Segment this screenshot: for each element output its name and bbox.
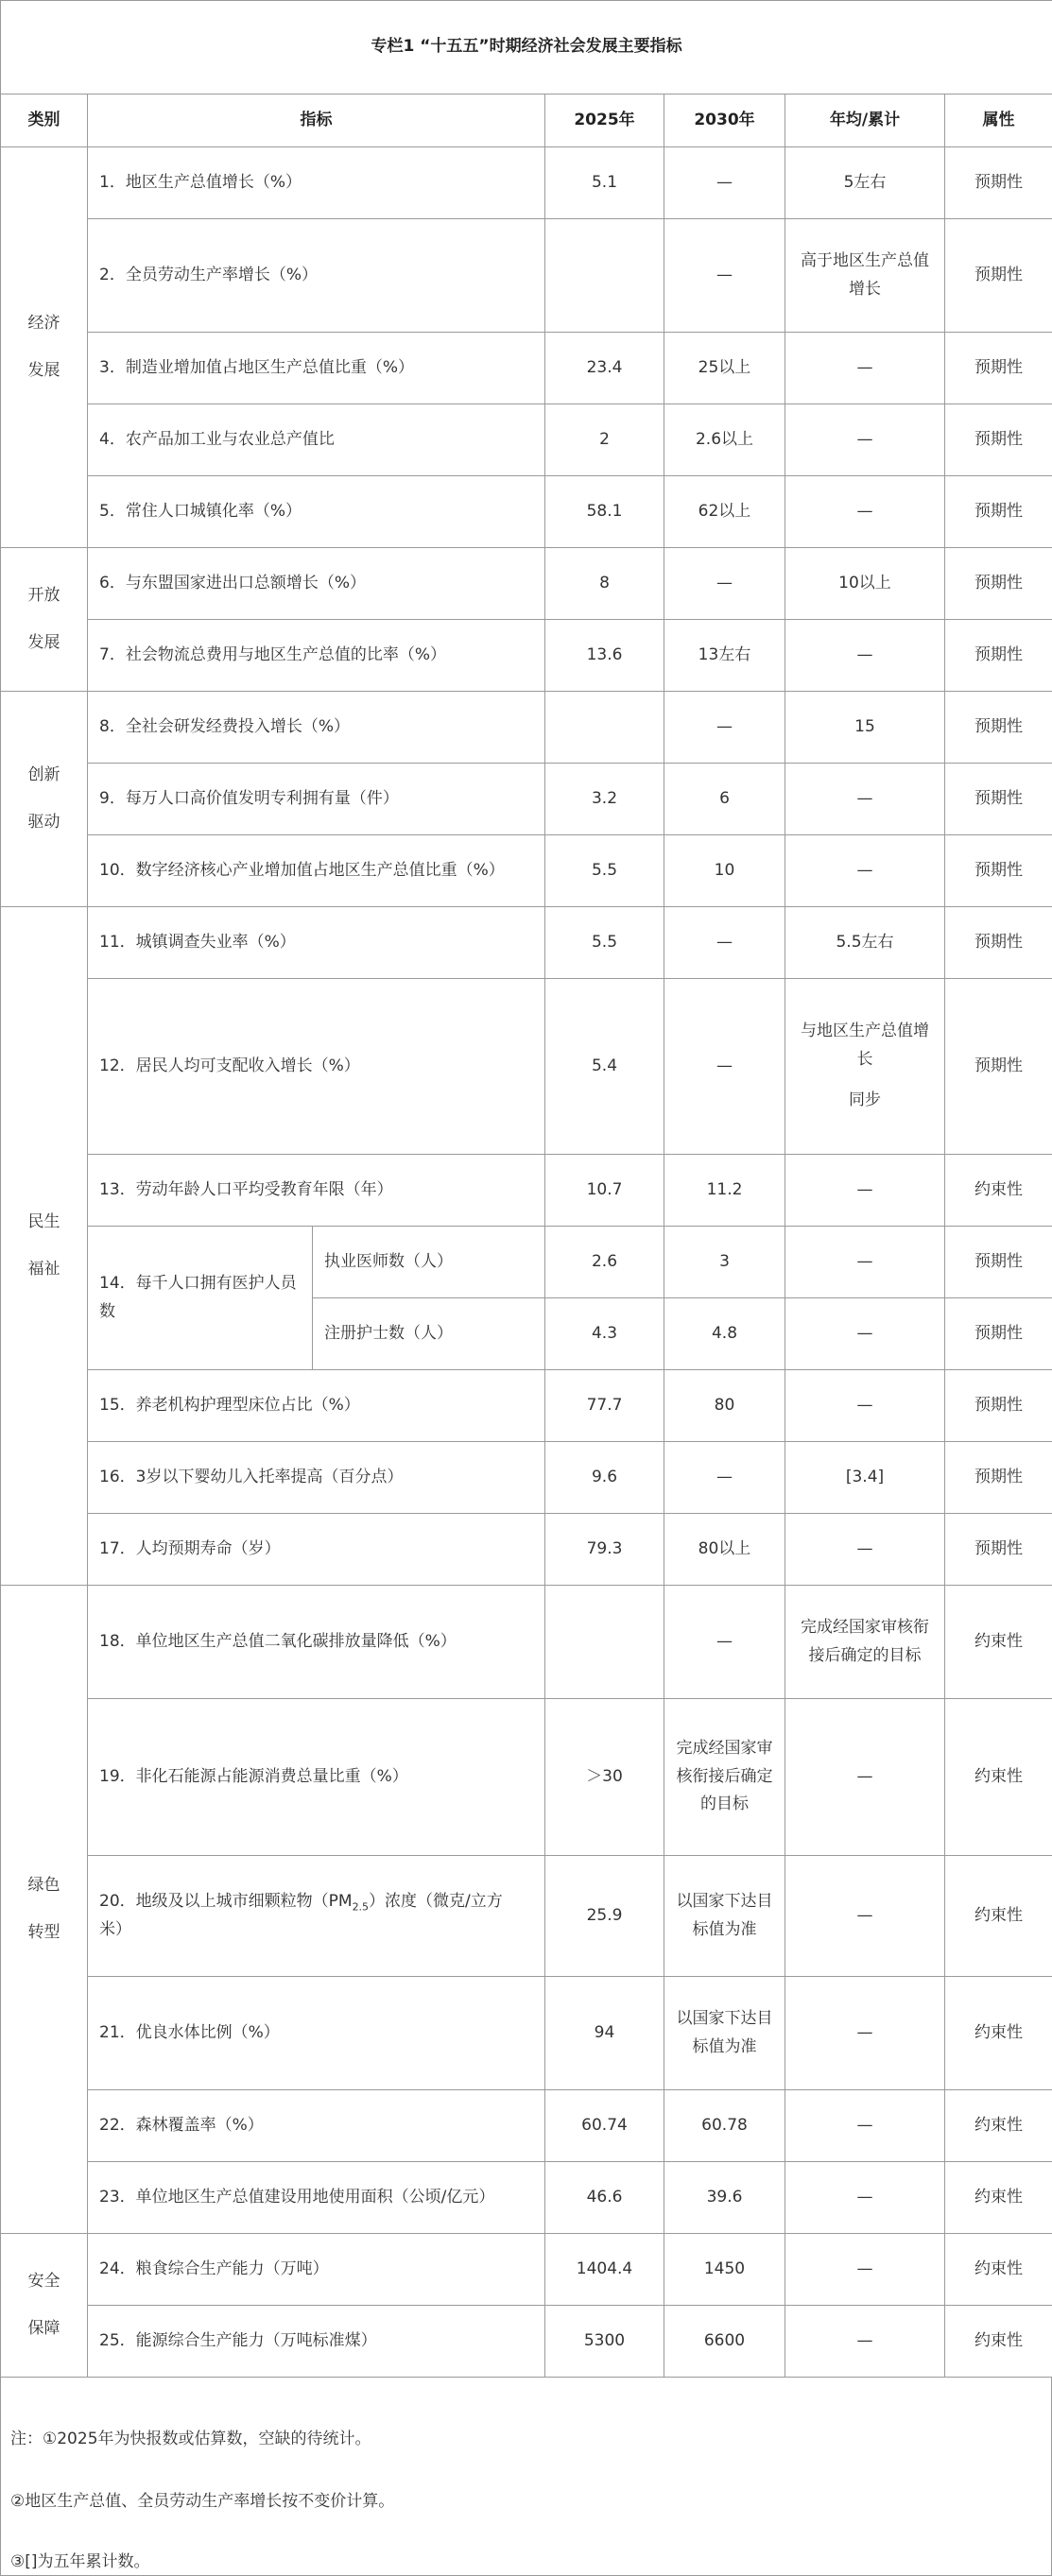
value-attribute: 预期性: [945, 1370, 1052, 1442]
value-2025: 2: [545, 404, 664, 476]
value-annual: —: [785, 333, 945, 404]
value-2025: 5300: [545, 2306, 664, 2378]
value-2025: ＞30: [545, 1699, 664, 1856]
table-row: [1, 548, 1052, 620]
value-2030: 10: [664, 835, 785, 907]
indicator-name: 4．农产品加工业与农业总产值比: [88, 404, 545, 476]
value-2030: 1450: [664, 2234, 785, 2306]
header-2025: 2025年: [545, 94, 664, 147]
value-2025: 5.4: [545, 979, 664, 1155]
value-2030: 80: [664, 1370, 785, 1442]
value-attribute: 约束性: [945, 1699, 1052, 1856]
value-annual: —: [785, 2090, 945, 2162]
indicator-name: 22．森林覆盖率（%）: [88, 2090, 545, 2162]
value-2025: [545, 1586, 664, 1699]
sub-indicator-name: 注册护士数（人）: [313, 1298, 545, 1370]
category-welfare: 民生 福祉: [1, 907, 88, 1586]
value-annual: 5.5左右: [785, 907, 945, 979]
value-2030: 62以上: [664, 476, 785, 548]
table-row: [1, 404, 1052, 476]
indicator-name: 2．全员劳动生产率增长（%）: [88, 219, 545, 333]
table-row: [1, 1155, 1052, 1227]
table-row: [1, 692, 1052, 764]
value-annual: —: [785, 2234, 945, 2306]
value-2025: 5.5: [545, 835, 664, 907]
table-row: [1, 1977, 1052, 2090]
value-2030: 3: [664, 1227, 785, 1298]
sub-indicator-name: 执业医师数（人）: [313, 1227, 545, 1298]
value-annual: —: [785, 1227, 945, 1298]
table-row: [1, 147, 1052, 219]
value-attribute: 约束性: [945, 1586, 1052, 1699]
value-2030: —: [664, 1442, 785, 1514]
value-attribute: 约束性: [945, 2234, 1052, 2306]
indicator-name: 18．单位地区生产总值二氧化碳排放量降低（%）: [88, 1586, 545, 1699]
category-security: 安全 保障: [1, 2234, 88, 2378]
value-2025: 5.1: [545, 147, 664, 219]
table-row: [1, 219, 1052, 333]
value-2030: 4.8: [664, 1298, 785, 1370]
value-attribute: 约束性: [945, 2090, 1052, 2162]
value-attribute: 约束性: [945, 1856, 1052, 1977]
category-green: 绿色 转型: [1, 1586, 88, 2234]
category-innovation: 创新 驱动: [1, 692, 88, 907]
value-annual: 与地区生产总值增 长 同步: [785, 979, 945, 1155]
value-annual: —: [785, 1155, 945, 1227]
value-2030: —: [664, 907, 785, 979]
table-row: [1, 979, 1052, 1155]
value-2025: 13.6: [545, 620, 664, 692]
indicator-name: 15．养老机构护理型床位占比（%）: [88, 1370, 545, 1442]
header-row: [1, 94, 1052, 147]
table-row: [1, 907, 1052, 979]
header-annual: 年均/累计: [785, 94, 945, 147]
value-annual: —: [785, 1856, 945, 1977]
value-2025: 4.3: [545, 1298, 664, 1370]
value-attribute: 预期性: [945, 219, 1052, 333]
value-2025: 60.74: [545, 2090, 664, 2162]
indicator-name: 19．非化石能源占能源消费总量比重（%）: [88, 1699, 545, 1856]
table-row: [1, 1514, 1052, 1586]
value-annual: —: [785, 1977, 945, 2090]
header-2030: 2030年: [664, 94, 785, 147]
value-2030: 2.6以上: [664, 404, 785, 476]
value-attribute: 预期性: [945, 1298, 1052, 1370]
value-2025: 9.6: [545, 1442, 664, 1514]
value-2030: —: [664, 147, 785, 219]
value-2025: 23.4: [545, 333, 664, 404]
value-annual: —: [785, 2162, 945, 2234]
value-attribute: 预期性: [945, 548, 1052, 620]
table-row: [1, 1370, 1052, 1442]
indicator-name: 10．数字经济核心产业增加值占地区生产总值比重（%）: [88, 835, 545, 907]
table-row: [1, 620, 1052, 692]
value-attribute: 约束性: [945, 1977, 1052, 2090]
table-row: [1, 476, 1052, 548]
table-row: [1, 2306, 1052, 2378]
value-attribute: 预期性: [945, 404, 1052, 476]
value-attribute: 预期性: [945, 979, 1052, 1155]
value-annual: —: [785, 835, 945, 907]
indicator-name: 6．与东盟国家进出口总额增长（%）: [88, 548, 545, 620]
value-attribute: 预期性: [945, 147, 1052, 219]
value-annual: —: [785, 1298, 945, 1370]
indicator-name: 25．能源综合生产能力（万吨标准煤）: [88, 2306, 545, 2378]
table-title: 专栏1 “十五五”时期经济社会发展主要指标: [1, 1, 1052, 94]
value-attribute: 预期性: [945, 907, 1052, 979]
table-row: [1, 835, 1052, 907]
table-row: [1, 1227, 1052, 1298]
table-row: [1, 1699, 1052, 1856]
value-annual: —: [785, 1699, 945, 1856]
value-2030: —: [664, 979, 785, 1155]
indicator-name: 20．地级及以上城市细颗粒物$(PM_{2.5})$浓度（微克/立方 米）: [88, 1856, 545, 1977]
value-2025: 10.7: [545, 1155, 664, 1227]
indicator-name: 13．劳动年龄人口平均受教育年限（年）: [88, 1155, 545, 1227]
header-indicator: 指标: [88, 94, 545, 147]
value-2030: 以国家下达目 标值为准: [664, 1856, 785, 1977]
table-row: [1, 764, 1052, 835]
value-attribute: 预期性: [945, 692, 1052, 764]
indicator-name: 23．单位地区生产总值建设用地使用面积（公顷/亿元）: [88, 2162, 545, 2234]
indicator-name: 1．地区生产总值增长（%）: [88, 147, 545, 219]
value-2030: 完成经国家审 核衔接后确定 的目标: [664, 1699, 785, 1856]
value-2025: [545, 692, 664, 764]
table-row: [1, 1586, 1052, 1699]
value-annual: 高于地区生产总值 增长: [785, 219, 945, 333]
note-1: 注：①2025年为快报数或估算数，空缺的待统计。: [10, 2430, 371, 2448]
value-attribute: 预期性: [945, 1442, 1052, 1514]
table-row: [1, 2090, 1052, 2162]
table-notes: [0, 2378, 1052, 2576]
value-2025: [545, 219, 664, 333]
value-attribute: 预期性: [945, 1227, 1052, 1298]
table-row: [1, 2234, 1052, 2306]
value-2030: 80以上: [664, 1514, 785, 1586]
value-attribute: 预期性: [945, 835, 1052, 907]
value-annual: 10以上: [785, 548, 945, 620]
indicator-name: 17．人均预期寿命（岁）: [88, 1514, 545, 1586]
value-annual: —: [785, 1514, 945, 1586]
indicator-name: 5．常住人口城镇化率（%）: [88, 476, 545, 548]
value-2030: —: [664, 1586, 785, 1699]
value-annual: 5左右: [785, 147, 945, 219]
indicator-name: 24．粮食综合生产能力（万吨）: [88, 2234, 545, 2306]
table-row: [1, 1442, 1052, 1514]
indicator-name: 12．居民人均可支配收入增长（%）: [88, 979, 545, 1155]
value-2025: 79.3: [545, 1514, 664, 1586]
value-annual: —: [785, 1370, 945, 1442]
indicator-name: 3．制造业增加值占地区生产总值比重（%）: [88, 333, 545, 404]
value-2030: 6600: [664, 2306, 785, 2378]
category-open: 开放 发展: [1, 548, 88, 692]
table-row: [1, 2162, 1052, 2234]
value-2025: 94: [545, 1977, 664, 2090]
value-2025: 3.2: [545, 764, 664, 835]
value-2030: 以国家下达目 标值为准: [664, 1977, 785, 2090]
value-annual: —: [785, 2306, 945, 2378]
indicator-name: 8．全社会研发经费投入增长（%）: [88, 692, 545, 764]
indicator-name: 7．社会物流总费用与地区生产总值的比率（%）: [88, 620, 545, 692]
value-2025: 5.5: [545, 907, 664, 979]
note-2: ②地区生产总值、全员劳动生产率增长按不变价计算。: [10, 2492, 395, 2511]
value-annual: —: [785, 764, 945, 835]
value-2025: 25.9: [545, 1856, 664, 1977]
indicator-name: 16．3岁以下婴幼儿入托率提高（百分点）: [88, 1442, 545, 1514]
value-2025: 8: [545, 548, 664, 620]
indicator-name: 11．城镇调查失业率（%）: [88, 907, 545, 979]
value-2030: —: [664, 219, 785, 333]
value-annual: —: [785, 620, 945, 692]
category-economy: 经济 发展: [1, 147, 88, 548]
value-attribute: 预期性: [945, 1514, 1052, 1586]
value-annual: —: [785, 476, 945, 548]
value-2025: 58.1: [545, 476, 664, 548]
value-2025: 77.7: [545, 1370, 664, 1442]
value-annual: [3.4]: [785, 1442, 945, 1514]
value-2025: 46.6: [545, 2162, 664, 2234]
table-row: [1, 1856, 1052, 1977]
value-2030: —: [664, 548, 785, 620]
value-attribute: 预期性: [945, 764, 1052, 835]
indicator-name: 21．优良水体比例（%）: [88, 1977, 545, 2090]
value-2030: 39.6: [664, 2162, 785, 2234]
indicator-name: 14．每千人口拥有医护人员 数: [88, 1227, 313, 1370]
value-attribute: 约束性: [945, 1155, 1052, 1227]
table-row: [1, 333, 1052, 404]
value-annual: 完成经国家审核衔 接后确定的目标: [785, 1586, 945, 1699]
value-2030: 11.2: [664, 1155, 785, 1227]
value-attribute: 预期性: [945, 333, 1052, 404]
value-attribute: 约束性: [945, 2162, 1052, 2234]
value-2030: 13左右: [664, 620, 785, 692]
value-2025: 2.6: [545, 1227, 664, 1298]
value-2030: 60.78: [664, 2090, 785, 2162]
value-attribute: 预期性: [945, 476, 1052, 548]
value-annual: 15: [785, 692, 945, 764]
indicator-name: 9．每万人口高价值发明专利拥有量（件）: [88, 764, 545, 835]
value-attribute: 预期性: [945, 620, 1052, 692]
title-row: [1, 1, 1052, 94]
value-2030: 6: [664, 764, 785, 835]
note-3: ③[]为五年累计数。: [10, 2552, 150, 2571]
value-2030: 25以上: [664, 333, 785, 404]
value-2025: 1404.4: [545, 2234, 664, 2306]
header-attribute: 属性: [945, 94, 1052, 147]
header-category: 类别: [1, 94, 88, 147]
value-annual: —: [785, 404, 945, 476]
value-attribute: 约束性: [945, 2306, 1052, 2378]
value-2030: —: [664, 692, 785, 764]
